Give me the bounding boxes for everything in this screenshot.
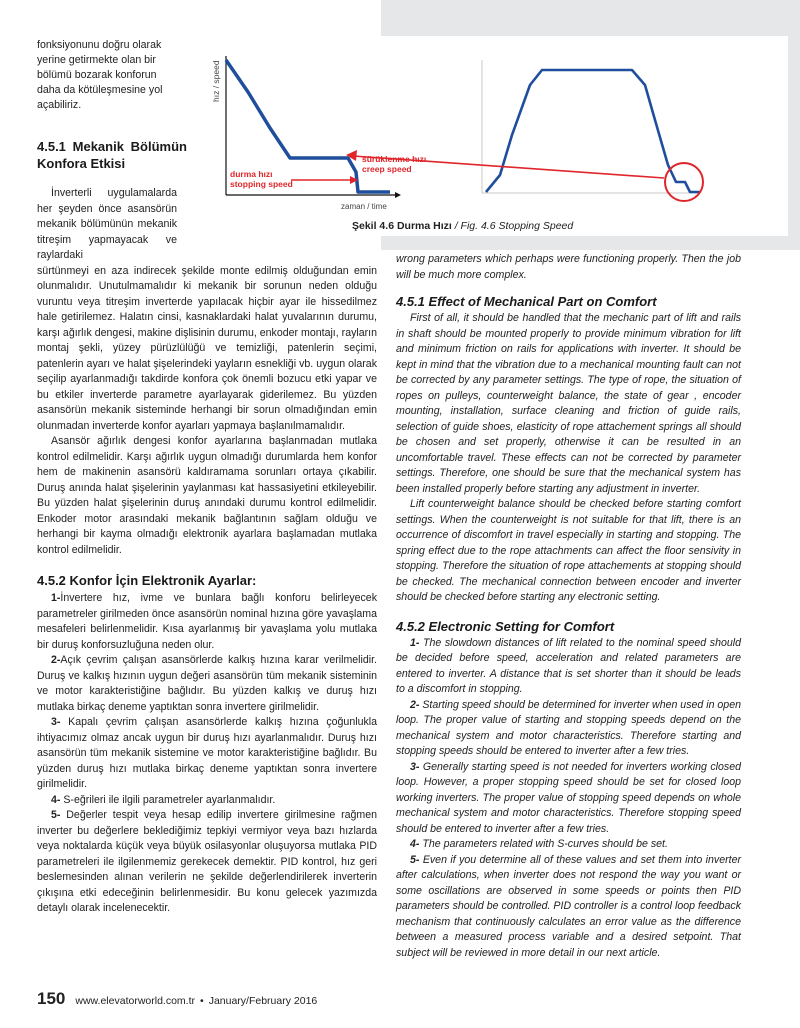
x-axis-arrow <box>395 192 401 198</box>
creep-label-tr: sürüklenme hızı <box>362 154 427 164</box>
right-item-3: 3- Generally starting speed is not needed for inverters working closed loop. However, a proper stopping speed should be set for closed loop working inverters. The proper value of stopping speed depends on whole mechanical system and motor characteristics. Therefore stopping speed should be entered to inverter after a few tries. <box>396 760 741 835</box>
left-item-3: 3- Kapalı çevrim çalışan asansörlerde kalkış hızına çoğunlukla ihtiyacımız olmaz ancak uygun bir duruş hızı ayarlanmalıdır. Duruş hızı asansörün tüm mekanik sistemine ve motor karakteristiğine bağlıdır. Bu yüzden duruş hızı mutlaka birkaç deneme yaptıktan sonra invertere girilmelidir. <box>37 716 377 790</box>
heading-452-en: 4.5.2 Electronic Setting for Comfort <box>396 618 615 634</box>
right-item-2: 2- Starting speed should be determined for inverter when used in open loop. The proper value of starting and stopping speeds depend on the mechanical system and motor characteristics. Therefore starting and stopping speeds should be entered to inverter after a few tries. <box>396 698 741 757</box>
footer-bullet: • <box>200 995 204 1007</box>
right-column <box>396 252 741 961</box>
right-para-0: wrong parameters which perhaps were functioning properly. Then the job will be much more complex. <box>396 253 741 281</box>
heading-451-en: 4.5.1 Effect of Mechanical Part on Comfort <box>396 294 657 309</box>
left-item-2: 2-Açık çevrim çalışan asansörlerde kalkış hızına karar verilmelidir. Duruş ve kalkış hızının uygun değeri asansörün tüm mekanik sisteminin ve motor karakteristiğine bağlıdır. Bu yüzden kalkış ve duruş hızı mutlaka birkaç deneme yaptıktan sonra invertere girilmelidir. <box>37 654 377 713</box>
left-item-1: 1-İnvertere hız, ivme ve bunlara bağlı konforu belirleyecek parametreler girilmeden önce asansörün nominal hızına göre yavaşlama mesafeleri belirlenmelidir. Kısa ayarlanmış bir yavaşlama yolu mutlaka bir duruş konforsuzluğuna neden olur. <box>37 592 377 651</box>
footer-issue: January/February 2016 <box>208 995 318 1007</box>
right-item-5: 5- Even if you determine all of these values and set them into inverter after calculations, when inverter does not respond the way you want or some oscillations are observed in some speeds or points then PID parameters should be controlled. PID controller is a control loop feedback mechanism that continuously calculates an error value as the difference between a measured process variable and a desired setpoint. That subject will be reviewed in more detail in our next article. <box>396 853 741 959</box>
left-item-5: 5- Değerler tespit veya hesap edilip invertere girilmesine rağmen inverter bu değerlere beklediğimiz tepkiyi vermiyor veya bazı hızlarda veya noktalarda küçük veya büyük osilasyonlar oluşuyorsa mutlaka PID parametreleri ile ilgilenmemiz gerekecek demektir. PID kontrol, hız geri beslemesinden alınan verilerin ne şekilde değerlendirilerek inverterin çıkışına etki edeceğinin belirlenmesidir. Bu konu gelecek yazımızda detaylı olarak incelenecektir. <box>37 809 377 914</box>
right-para-2: Lift counterweight balance should be checked before starting comfort settings. When the counterweight is not suitable for that lift, there is an occurrence of discomfort in travel especially in starting and stopping. The spring effect due to the rope attachments can affect the floor sensivity in stopping. Therefore the situation of rope attachements at stopping should be checked. The mechanical connection between encoder and inverter should be checked before starting any electronic setting. <box>396 498 741 603</box>
intro-paragraph: fonksiyonunu doğru olarak yerine getirmekte olan bir bölümü bozarak konforun daha da kötüleşmesine yol açabiliriz. <box>37 39 163 111</box>
right-item-1: 1- The slowdown distances of lift related to the nominal speed should be decided before speed, acceleration and related parameters are entered to inverter. A distance that is set shorter than it should be leads to a discomfort in stopping. <box>396 636 741 695</box>
creep-label-en: creep speed <box>362 164 412 174</box>
heading-452-tr: 4.5.2 Konfor İçin Elektronik Ayarlar: <box>37 573 257 588</box>
page-footer <box>37 989 317 1009</box>
right-item-4: 4- The parameters related with S-curves should be set. <box>410 838 668 850</box>
y-axis-label: hız / speed <box>211 60 221 102</box>
caption-italic: / Fig. 4.6 Stopping Speed <box>451 220 574 232</box>
stop-label-tr: durma hızı <box>230 169 273 179</box>
x-axis-label: zaman / time <box>341 202 387 211</box>
page-number: 150 <box>37 989 66 1008</box>
left-heading-block <box>37 138 187 172</box>
caption-bold: Şekil 4.6 Durma Hızı <box>352 220 452 232</box>
stop-label-en: stopping speed <box>230 179 293 189</box>
left-para-1a: İnverterli uygulamalarda her şeyden önce asansörün mekanik bölümünün mekanik titreşim yapmayacak ve raylardaki <box>37 187 177 261</box>
footer-website: www.elevatorworld.com.tr <box>75 995 195 1007</box>
figure-caption <box>352 220 573 232</box>
left-para-1b: sürtünmeyi en aza indirecek şekilde monte edilmiş olduğundan emin olunmalıdır. Unutulmamalıdır ki mekanik bir sorunun neden olduğu vuruntu veya titreşim inverterde yapılacak hiçbir ayar ile hissedilmez hale getirilemez. Halatın cinsi, kasnaklardaki halat yuvalarının durumu, karşı ağırlık dengesi, makine dişlisinin durumu, enkoder montajı, rayların montaj şekli, yüzey pürüzlülüğü ve temizliği, patenlerin seçimi, patenlerin ayarı ve halat şişelerindeki yayların esnekliği vb. uygun olarak seçilip ayarlanmadığı takdirde konfora çok önemli bozucu etki yapar ve bu etkiler inverterde parametre ayarlayarak giderilemez. Bu yüzden asansörün mekanik sisteminde herhangi bir sorun olmadığından emin olunmadan inverterde konfor ayarları yapmaya başlanılmamalıdır. <box>37 264 377 432</box>
right-para-1: First of all, it should be handled that the mechanic part of lift and rails in shaft should be mounted properly to provide minimum vibration for lift and minimum friction on rails for applications with inverter. It should be kept in mind that the vibration due to a mechanical mounting fault can not be corrected by any parameter settings. The type of rope, the situation of ropes on pulleys, counterweight balance, the state of gear , encoder mounting, installation, surface cleaning and friction of guide rails, selection of guide shoes, elasticity of rope attachement springs all should be chosen and set properly, otherwise it can be resulted in an uncomfortable travel. These effects can not be corrected by parameter settings. Therefore, one should be sure that the mechanical system has been installed properly before starting any adjustment in inverter. <box>396 312 741 495</box>
left-item-4: 4- S-eğrileri ile ilgili parametreler ayarlanmalıdır. <box>51 793 276 806</box>
left-column <box>37 186 377 917</box>
heading-451-tr: 4.5.1 Mekanik Bölümün Konfora Etkisi <box>37 139 187 171</box>
left-para-2: Asansör ağırlık dengesi konfor ayarlarına başlanmadan mutlaka kontrol edilmelidir. Karşı ağırlık uygun olmadığı durumlarda hem konfor hem de makinenin asansörü kaldıramama sorunları ortaya çıkabilir. Duruş anında halat şişelerinin yaylanması kat hassasiyetini etkileyebilir. Bu yüzden halat şişelerinin duruş anındaki durumu kontrol edilmelidir. Enkoder motor arasındaki mekanik bağlantının sağlam olduğu ve herhangi bir kayma olmadığı elektronik ayarlara başlamadan mutlaka kontrol edilmelidir. <box>37 435 377 556</box>
